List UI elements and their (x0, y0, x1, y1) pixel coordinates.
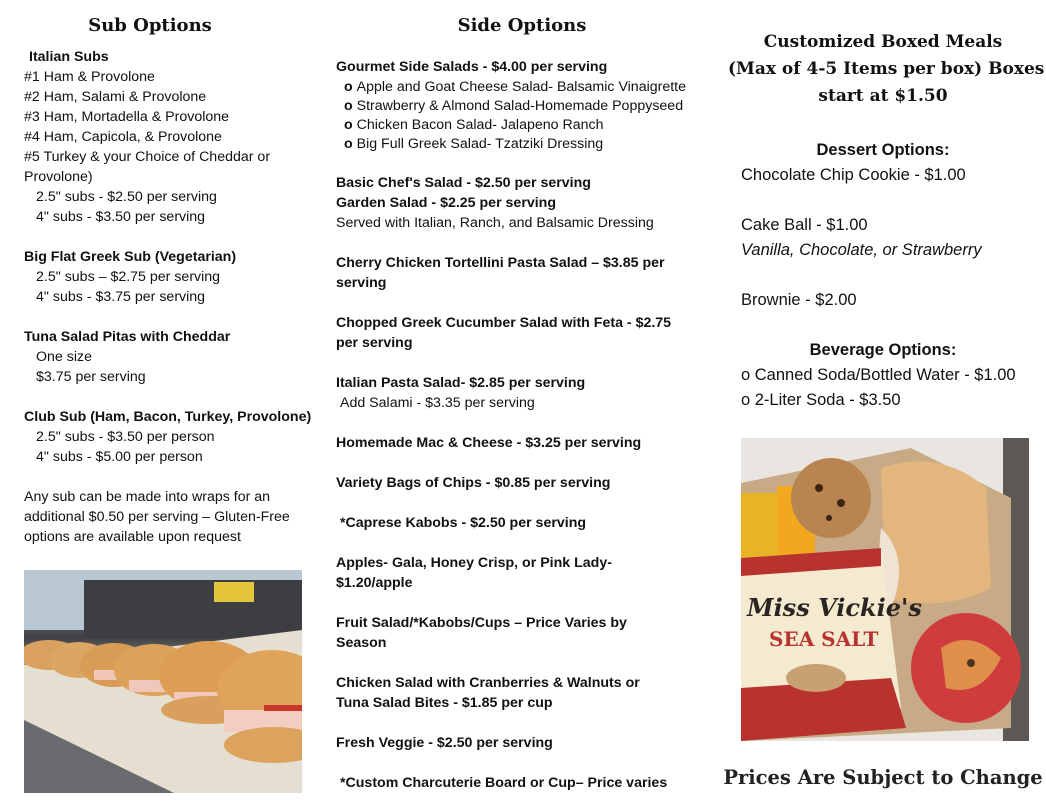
fruit-salad: Fruit Salad/*Kabobs/Cups – Price Varies by (336, 615, 627, 631)
dessert-item: Cake Ball - $1.00 (741, 216, 868, 234)
fresh-veggie: Fresh Veggie - $2.50 per serving (336, 735, 553, 751)
subs-photo-illustration (24, 570, 302, 793)
price-line: 4" subs - $3.75 per serving (36, 289, 206, 305)
boxed-meals-title: Customized Boxed Meals (763, 32, 1003, 52)
tuna-pitas-header: Tuna Salad Pitas with Cheddar (24, 329, 231, 345)
menu-item: #4 Ham, Capicola, & Provolone (24, 129, 222, 145)
beverage-options-header: Beverage Options: (809, 341, 957, 359)
boxed-meals-title: start at $1.50 (818, 86, 948, 106)
subs-photo (24, 570, 302, 793)
list-item (344, 134, 603, 154)
pasta-addon: Add Salami - $3.35 per serving (340, 395, 535, 411)
price-line: 2.5" subs – $2.75 per serving (36, 269, 221, 285)
price-line: $3.75 per serving (36, 369, 146, 385)
apples: Apples- Gala, Honey Crisp, or Pink Lady- (336, 555, 612, 571)
wrap-note: options are available upon request (24, 529, 241, 545)
sub-options-title: Sub Options (88, 15, 212, 36)
apples: $1.20/apple (336, 575, 413, 591)
list-item-label: Chicken Bacon Salad- Jalapeno Ranch (356, 117, 604, 133)
list-item (344, 77, 686, 97)
dressings-note: Served with Italian, Ranch, and Balsamic Dressing (336, 215, 654, 231)
wrap-note: Any sub can be made into wraps for an (24, 489, 271, 505)
dessert-item: Chocolate Chip Cookie - $1.00 (741, 166, 966, 184)
mac-cheese: Homemade Mac & Cheese - $3.25 per serving (336, 435, 642, 451)
boxed-meal-photo (741, 438, 1029, 741)
wrap-note: additional $0.50 per serving – Gluten-Free (24, 509, 290, 525)
prices-disclaimer: Prices Are Subject to Change (723, 766, 1043, 789)
menu-item: #2 Ham, Salami & Provolone (24, 89, 207, 105)
gourmet-salads-header: Gourmet Side Salads - $4.00 per serving (336, 59, 608, 75)
chips-brand-label: Miss Vickie's (747, 593, 922, 622)
menu-item: #5 Turkey & your Choice of Cheddar or (24, 149, 271, 165)
beverage-item: o Canned Soda/Bottled Water - $1.00 (741, 366, 1016, 384)
price-line: 2.5" subs - $2.50 per serving (36, 189, 217, 205)
list-item-label: Big Full Greek Salad- Tzatziki Dressing (356, 136, 604, 152)
chips: Variety Bags of Chips - $0.85 per serving (336, 475, 611, 491)
boxed-meal-illustration (741, 438, 1029, 741)
fruit-salad: Season (336, 635, 387, 651)
boxed-meals-title: (Max of 4-5 Items per box) Boxes (728, 59, 1045, 79)
beverage-item: o 2-Liter Soda - $3.50 (741, 391, 901, 409)
bullet-icon: o (344, 79, 357, 95)
charcuterie: *Custom Charcuterie Board or Cup– Price varies (340, 775, 668, 791)
bullet-icon: o (344, 136, 357, 152)
garden-salad: Garden Salad - $2.25 per serving (336, 195, 557, 211)
cake-flavors: Vanilla, Chocolate, or Strawberry (741, 241, 982, 259)
list-item-label: Strawberry & Almond Salad-Homemade Poppyseed (356, 98, 684, 114)
italian-subs-header: Italian Subs (29, 49, 109, 65)
price-line: 2.5" subs - $3.50 per person (36, 429, 215, 445)
price-line: 4" subs - $5.00 per person (36, 449, 203, 465)
tortellini-salad: Cherry Chicken Tortellini Pasta Salad – $3.85 per (336, 255, 665, 271)
greek-sub-header: Big Flat Greek Sub (Vegetarian) (24, 249, 237, 265)
pasta-salad: Italian Pasta Salad- $2.85 per serving (336, 375, 586, 391)
size-line: One size (36, 349, 92, 365)
cucumber-salad: per serving (336, 335, 413, 351)
chef-salad: Basic Chef's Salad - $2.50 per serving (336, 175, 591, 191)
chicken-salad: Tuna Salad Bites - $1.85 per cup (336, 695, 553, 711)
list-item (344, 96, 683, 116)
tortellini-salad: serving (336, 275, 387, 291)
chips-flavor-label: SEA SALT (769, 627, 879, 651)
club-sub-header: Club Sub (Ham, Bacon, Turkey, Provolone) (24, 409, 312, 425)
menu-item: #3 Ham, Mortadella & Provolone (24, 109, 230, 125)
price-line: 4" subs - $3.50 per serving (36, 209, 206, 225)
menu-item: #1 Ham & Provolone (24, 69, 155, 85)
bullet-icon: o (344, 98, 357, 114)
list-item (344, 115, 603, 135)
side-options-title: Side Options (457, 15, 587, 36)
menu-item: Provolone) (24, 169, 93, 185)
cucumber-salad: Chopped Greek Cucumber Salad with Feta - $2.75 (336, 315, 672, 331)
bullet-icon: o (344, 117, 357, 133)
chicken-salad: Chicken Salad with Cranberries & Walnuts or (336, 675, 640, 691)
caprese-kabobs: *Caprese Kabobs - $2.50 per serving (340, 515, 587, 531)
list-item-label: Apple and Goat Cheese Salad- Balsamic Vinaigrette (356, 79, 687, 95)
dessert-options-header: Dessert Options: (816, 141, 950, 159)
dessert-item: Brownie - $2.00 (741, 291, 857, 309)
